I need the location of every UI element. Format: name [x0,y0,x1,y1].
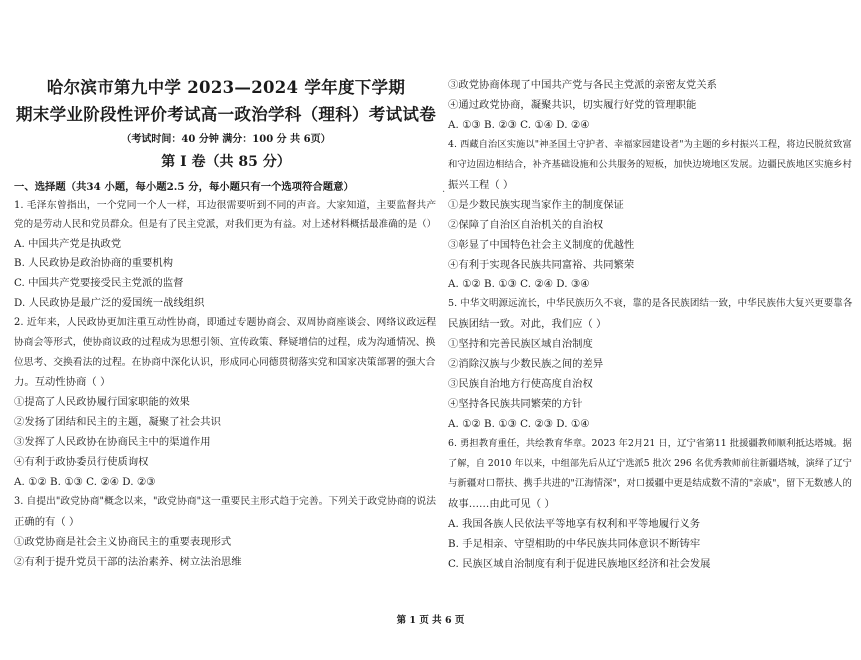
section-heading: 一、选择题（共34 小题，每小题2.5 分，每小题只有一个选项符合题意） [14,181,354,193]
left-line: ③发挥了人民政协在协商民主中的渠道作用 [14,436,211,448]
left-line: ②发扬了团结和民主的主题，凝聚了社会共识 [14,416,221,428]
left-line: B. 人民政协是政治协商的重要机构 [14,257,174,269]
right-line: 4. 西藏自治区实施以"神圣国土守护者、幸福家园建设者"为主题的乡村振兴工程，将边民脱贫致富 [448,139,852,150]
left-line: C. 中国共产党要接受民主党派的监督 [14,277,184,289]
left-line: 协商会等形式，使协商议政的过程成为思想引领、宣传政策、释疑增信的过程，成为沟通情况、换 [14,337,436,348]
right-line: 了解，自 2010 年以来，中组部先后从辽宁选派5 批次 296 名优秀教师前往新疆塔城，演绎了辽宁 [448,458,852,469]
left-line: ①政党协商是社会主义协商民主的重要表现形式 [14,536,232,548]
left-line: ②有利于提升党员干部的法治素养、树立法治思维 [14,556,242,568]
left-line: 位思考、交换看法的过程。在协商中深化认识，形成同心同德贯彻落实党和国家决策部署的强大合 [14,357,436,368]
left-line: D. 人民政协是最广泛的爱国统一战线组织 [14,297,205,309]
left-line: A. 中国共产党是执政党 [14,238,122,250]
scan-speck: · [442,187,446,198]
right-line: B. 手足相亲、守望相助的中华民族共同体意识不断铸牢 [448,538,701,550]
right-line: ①是少数民族实现当家作主的制度保证 [448,199,624,211]
right-line: A. 我国各族人民依法平等地享有权利和平等地履行义务 [448,518,701,530]
right-line: A. ①③ B. ②③ C. ①④ D. ②④ [448,119,590,131]
right-line: 故事……由此可见（ ） [448,498,555,510]
left-line: ①提高了人民政协履行国家职能的效果 [14,396,190,408]
right-line: 和守边固边相结合，补齐基础设施和公共服务的短板，加快边境地区发展。边疆民族地区实施乡村 [448,159,852,170]
left-line: A. ①② B. ①③ C. ②④ D. ②③ [14,476,156,488]
right-line: 5. 中华文明源远流长，中华民族历久不衰，靠的是各民族团结一致，中华民族伟大复兴更要靠各 [448,298,853,309]
right-line: ①坚持和完善民族区域自治制度 [448,338,593,350]
right-line: 与新疆对口帮扶、携手共进的"江海情深"，对口援疆中更是结成数不清的"亲戚"，留下无数感人的 [448,478,852,489]
right-line: 6. 勇担教育重任，共绘教育华章。2023 年2月21 日，辽宁省第11 批援疆教师顺利抵达塔城。据 [448,438,852,449]
right-line: ④通过政党协商，凝聚共识，切实履行好党的管理职能 [448,99,697,111]
left-line: 力。互动性协商（ ） [14,376,111,388]
left-line: 3. 自提出"政党协商"概念以来，"政党协商"这一重要民主形式趋于完善。下列关于政党协商的说法 [14,496,437,507]
exam-title-line1: 哈尔滨市第九中学 2023—2024 学年度下学期 [46,78,406,97]
exam-title-line2: 期末学业阶段性评价考试高一政治学科（理科）考试试卷 [16,105,436,124]
right-line: ④有利于实现各民族共同富裕、共同繁荣 [448,259,635,271]
part-heading: 第 I 卷（共 85 分） [161,154,291,170]
left-line: ④有利于政协委员行使质询权 [14,456,149,468]
right-line: ②保障了自治区自治机关的自治权 [448,219,604,231]
right-line: C. 民族区域自治制度有利于促进民族地区经济和社会发展 [448,558,711,570]
exam-meta: （考试时间：40 分钟 满分：100 分 共 6页） [121,134,331,145]
right-line: 民族团结一致。对此，我们应（ ） [448,318,607,330]
page-footer: 第 1 页 共 6 页 [396,615,465,626]
left-line: 正确的有（ ） [14,516,80,528]
right-line: ④坚持各民族共同繁荣的方针 [448,398,583,410]
right-line: ③民族自治地方行使高度自治权 [448,378,593,390]
right-line: ③彰显了中国特色社会主义制度的优越性 [448,239,635,251]
right-line: ③政党协商体现了中国共产党与各民主党派的亲密友党关系 [448,79,718,91]
right-line: ②消除汉族与少数民族之间的差异 [448,358,604,370]
left-line: 2. 近年来，人民政协更加注重互动性协商，即通过专题协商会、双周协商座谈会、网络议政远程 [14,317,437,328]
right-line: 振兴工程（ ） [448,179,514,191]
right-line: A. ①② B. ①③ C. ②④ D. ③④ [448,278,590,290]
left-line: 1. 毛泽东曾指出，一个党同一个人一样，耳边很需要听到不同的声音。大家知道，主要监督共产 [14,200,437,211]
left-line: 党的是劳动人民和党员群众。但是有了民主党派，对我们更为有益。对上述材料概括最准确的是（） [14,219,437,230]
right-line: A. ①② B. ①③ C. ②③ D. ①④ [448,418,590,430]
